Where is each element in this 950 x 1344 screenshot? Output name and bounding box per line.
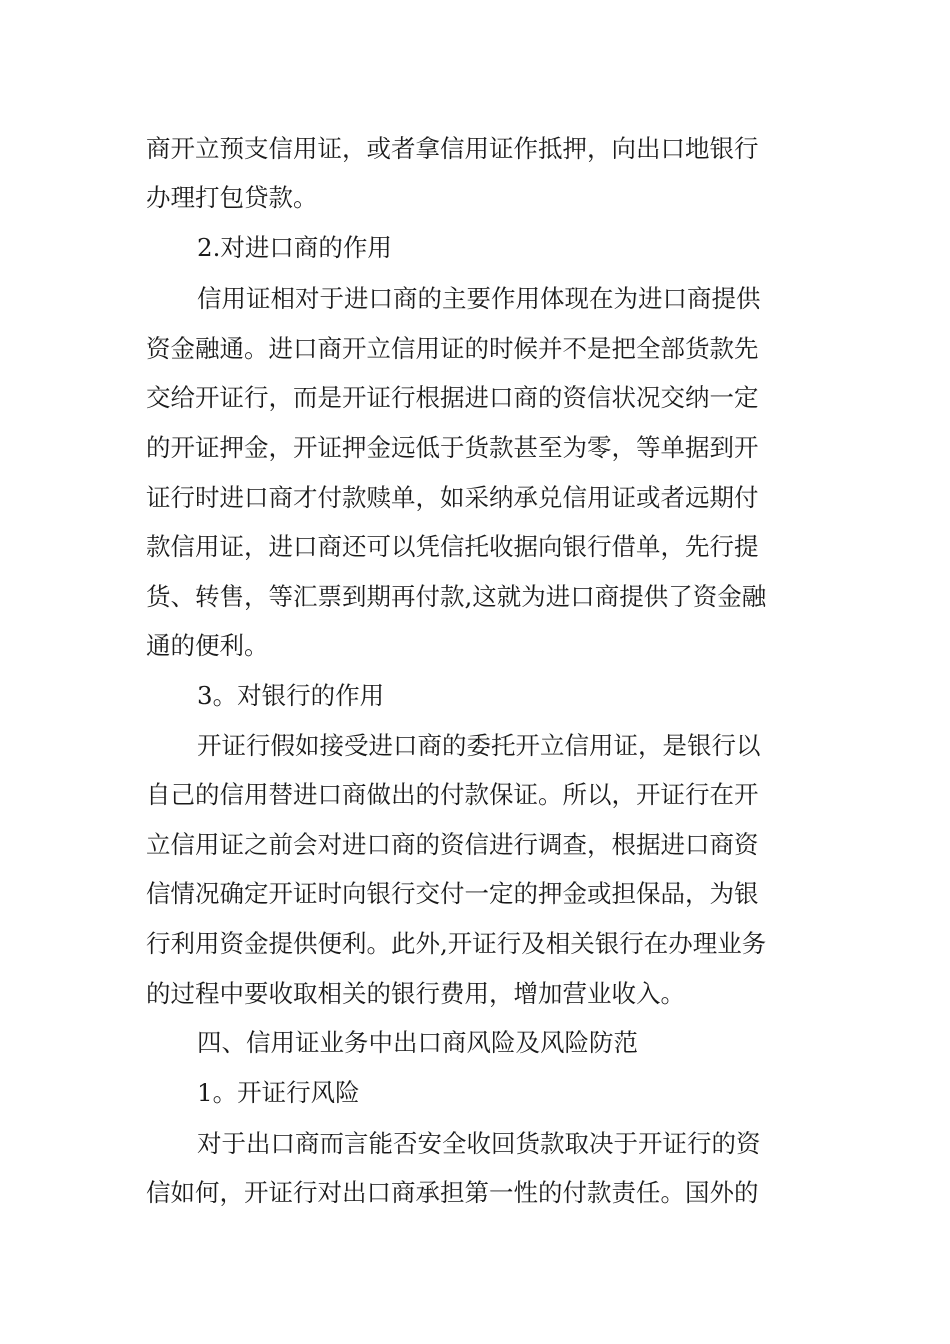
section-heading: 1。开证行风险 <box>197 1078 360 1107</box>
body-text-line: 信如何，开证行对出口商承担第一性的付款责任。国外的 <box>146 1178 759 1207</box>
body-text-line: 的开证押金，开证押金远低于货款甚至为零，等单据到开 <box>146 433 759 462</box>
body-text-line: 货、转售，等汇票到期再付款,这就为进口商提供了资金融 <box>146 582 767 611</box>
section-heading: 3。对银行的作用 <box>197 681 385 710</box>
paragraph-first-line: 开证行假如接受进口商的委托开立信用证，是银行以 <box>197 731 761 760</box>
paragraph-first-line: 对于出口商而言能否安全收回货款取决于开证行的资 <box>197 1129 761 1158</box>
body-text-line: 通的便利。 <box>146 631 269 660</box>
body-text-line: 立信用证之前会对进口商的资信进行调查，根据进口商资 <box>146 830 759 859</box>
section-heading: 2.对进口商的作用 <box>197 233 392 262</box>
body-text-line: 办理打包贷款。 <box>146 183 318 212</box>
section-heading: 四、信用证业务中出口商风险及风险防范 <box>197 1028 638 1057</box>
body-text-line: 信情况确定开证时向银行交付一定的押金或担保品，为银 <box>146 879 759 908</box>
body-text-line: 行利用资金提供便利。此外,开证行及相关银行在办理业务 <box>146 929 767 958</box>
body-text-line: 商开立预支信用证，或者拿信用证作抵押，向出口地银行 <box>146 134 759 163</box>
body-text-line: 款信用证，进口商还可以凭信托收据向银行借单，先行提 <box>146 532 759 561</box>
body-text-line: 自己的信用替进口商做出的付款保证。所以，开证行在开 <box>146 780 759 809</box>
body-text-line: 交给开证行，而是开证行根据进口商的资信状况交纳一定 <box>146 383 759 412</box>
body-text-line: 资金融通。进口商开立信用证的时候并不是把全部货款先 <box>146 334 759 363</box>
body-text-line: 的过程中要收取相关的银行费用，增加营业收入。 <box>146 979 685 1008</box>
paragraph-first-line: 信用证相对于进口商的主要作用体现在为进口商提供 <box>197 284 761 313</box>
body-text-line: 证行时进口商才付款赎单，如采纳承兑信用证或者远期付 <box>146 483 759 512</box>
